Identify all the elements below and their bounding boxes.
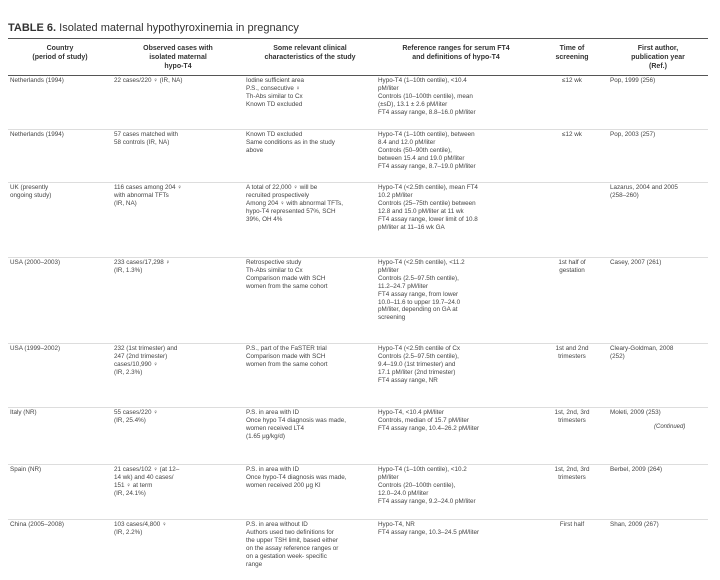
cell-first-author xyxy=(608,130,708,183)
cell-line: Shan, 2009 (267) xyxy=(610,521,659,529)
header-line: (period of study) xyxy=(32,53,88,61)
cell-time-of-screening xyxy=(536,344,608,408)
cell-line: between 15.4 and 19.0 pM/liter xyxy=(378,154,465,162)
cell-line: (IR, 2.3%) xyxy=(114,368,143,376)
cell-line: FT4 assay range, NR xyxy=(378,376,438,384)
header-line: Observed cases with xyxy=(143,45,213,52)
header-line: (Ref.) xyxy=(649,62,667,70)
cell-line: women from the same cohort xyxy=(246,282,328,290)
cell-line: the upper TSH limit, based either xyxy=(246,536,338,544)
cell-line: 12.0–24.0 pM/liter xyxy=(378,489,429,497)
cell-line: Hypo-T4 (<2.5th centile of Cx xyxy=(378,345,461,353)
continued-note: (Continued) xyxy=(654,424,686,430)
cell-line: 14 wk) and 40 cases/ xyxy=(114,474,174,482)
cell-line: FT4 assay range, lower limit of 10.8 xyxy=(378,215,478,223)
header-line: isolated maternal xyxy=(149,53,207,61)
cell-line: FT4 assay range, from lower xyxy=(378,290,459,298)
cell-line: trimesters xyxy=(558,353,586,361)
cell-line: Hypo-T4 (<2.5th centile), <11.2 xyxy=(378,259,465,267)
cell-line: (252) xyxy=(610,353,625,361)
cell-line: Pop, 2003 (257) xyxy=(610,131,656,139)
table-title-text: Isolated maternal hypothyroxinemia in pregnancy xyxy=(59,22,299,34)
cell-line: on a gestation week- specific xyxy=(246,552,327,560)
cell-line: pM/liter xyxy=(378,85,399,93)
cell-line: 39%, OH 4% xyxy=(246,215,283,223)
table-row xyxy=(8,183,708,258)
cell-clinical-characteristics xyxy=(244,344,376,408)
cell-line: Authors used two definitions for xyxy=(246,529,334,537)
cell-line: Controls (2.5–97.5th centile), xyxy=(378,353,459,361)
cell-line: 58 controls (IR, NA) xyxy=(114,139,170,147)
cell-first-author xyxy=(608,465,708,520)
cell-line: 1st, 2nd, 3rd xyxy=(554,466,590,474)
cell-line: First half xyxy=(559,521,585,529)
column-header-first-author xyxy=(608,44,708,76)
cell-line: Among 204 ♀ with abnormal TFTs, xyxy=(246,199,344,207)
cell-line: ≤12 wk xyxy=(562,77,582,85)
cell-line: China (2005–2008) xyxy=(10,521,64,529)
cell-line: FT4 assay range, 8.7–19.0 pM/liter xyxy=(378,162,476,170)
cell-line: P.S. in area without ID xyxy=(246,521,308,529)
cell-reference-ranges xyxy=(376,258,536,344)
cell-reference-ranges xyxy=(376,520,536,580)
cell-country xyxy=(8,465,112,520)
cell-time-of-screening xyxy=(536,183,608,258)
table-title xyxy=(8,22,299,34)
cell-reference-ranges xyxy=(376,408,536,465)
cell-line: 232 (1st trimester) and xyxy=(114,345,178,353)
cell-line: Retrospective study xyxy=(246,259,302,267)
cell-reference-ranges xyxy=(376,130,536,183)
cell-line: USA (2000–2003) xyxy=(10,259,61,267)
cell-line: 1st half of xyxy=(558,259,586,267)
table-row xyxy=(8,408,708,465)
cell-line: (IR, 1.3%) xyxy=(114,267,143,275)
cell-line: Same conditions as in the study xyxy=(246,139,335,147)
cell-line: FT4 assay range, 10.3–24.5 pM/liter xyxy=(378,529,480,537)
cell-line: Italy (NR) xyxy=(10,409,37,417)
header-line: publication year xyxy=(631,53,685,61)
cell-observed-cases xyxy=(112,76,244,130)
table-label: TABLE 6. xyxy=(8,22,57,34)
cell-line: trimesters xyxy=(558,474,586,482)
cell-country xyxy=(8,130,112,183)
table-row xyxy=(8,344,708,408)
cell-line: Controls (20–100th centile), xyxy=(378,481,456,489)
cell-line: pM/liter xyxy=(378,267,399,275)
cell-line: Hypo-T4 (1–10th centile), between xyxy=(378,131,475,139)
cell-reference-ranges xyxy=(376,183,536,258)
cell-reference-ranges xyxy=(376,465,536,520)
cell-observed-cases xyxy=(112,408,244,465)
cell-line: USA (1999–2002) xyxy=(10,345,61,353)
cell-line: 233 cases/17,298 ♀ xyxy=(114,259,171,267)
cell-line: Moleti, 2009 (253) xyxy=(610,409,661,417)
cell-clinical-characteristics xyxy=(244,130,376,183)
cell-line: ≤12 wk xyxy=(562,131,582,139)
cell-country xyxy=(8,76,112,130)
cell-line: P.S., consecutive ♀ xyxy=(246,85,301,93)
cell-line: recruited prospectively xyxy=(246,192,309,200)
header-line: Some relevant clinical xyxy=(273,45,347,52)
cell-observed-cases xyxy=(112,520,244,580)
cell-line: 1st and 2nd xyxy=(555,345,589,353)
cell-line: trimesters xyxy=(558,417,586,425)
table-row xyxy=(8,465,708,520)
cell-line: (1.65 μg/kg/d) xyxy=(246,432,285,440)
cell-line: (258–260) xyxy=(610,192,639,200)
cell-reference-ranges xyxy=(376,76,536,130)
cell-line: A total of 22,000 ♀ will be xyxy=(246,184,318,192)
cell-line: range xyxy=(246,560,263,568)
cell-line: P.S., part of the FaSTER trial xyxy=(246,345,327,353)
cell-reference-ranges xyxy=(376,344,536,408)
cell-line: Once hypo T4 diagnosis was made, xyxy=(246,417,346,425)
table-row xyxy=(8,130,708,183)
cell-clinical-characteristics xyxy=(244,408,376,465)
header-line: First author, xyxy=(637,45,679,52)
cell-line: FT4 assay range, 10.4–26.2 pM/liter xyxy=(378,424,480,432)
cell-line: screening xyxy=(378,314,406,322)
cell-line: pM/liter xyxy=(378,474,399,482)
cell-line: Controls (50–90th centile), xyxy=(378,146,452,154)
cell-line: 8.4 and 12.0 pM/liter xyxy=(378,139,436,147)
cell-clinical-characteristics xyxy=(244,183,376,258)
table-body xyxy=(8,76,708,580)
cell-line: ongoing study) xyxy=(10,192,52,200)
cell-line: Casey, 2007 (261) xyxy=(610,259,662,267)
cell-time-of-screening xyxy=(536,520,608,580)
cell-line: Once hypo-T4 diagnosis was made, xyxy=(246,474,347,482)
column-header-time-of-screening xyxy=(536,44,608,76)
cell-country xyxy=(8,344,112,408)
cell-line: 103 cases/4,800 ♀ xyxy=(114,521,167,529)
cell-line: Netherlands (1994) xyxy=(10,131,64,139)
cell-first-author xyxy=(608,258,708,344)
column-header-observed-cases xyxy=(112,44,244,76)
cell-line: Hypo-T4 (1–10th centile), <10.4 xyxy=(378,77,467,85)
header-line: Time of xyxy=(559,45,585,52)
cell-line: 116 cases among 204 ♀ xyxy=(114,184,182,192)
cell-observed-cases xyxy=(112,130,244,183)
header-line: and definitions of hypo-T4 xyxy=(412,53,500,61)
cell-line: 9.4–19.0 (1st trimester) and xyxy=(378,360,456,368)
cell-line: P.S. in area with ID xyxy=(246,466,300,474)
cell-observed-cases xyxy=(112,258,244,344)
cell-time-of-screening xyxy=(536,130,608,183)
cell-line: Hypo-T4 (1–10th centile), <10.2 xyxy=(378,466,467,474)
cell-line: Lazarus, 2004 and 2005 xyxy=(610,184,678,192)
cell-clinical-characteristics xyxy=(244,258,376,344)
cell-clinical-characteristics xyxy=(244,76,376,130)
cell-line: Comparison made with SCH xyxy=(246,353,326,361)
cell-line: 247 (2nd trimester) xyxy=(114,353,168,361)
top-rule xyxy=(8,38,708,39)
cell-time-of-screening xyxy=(536,408,608,465)
cell-line: Th-Abs similar to Cx xyxy=(246,267,303,275)
cell-line: Controls, median of 15.7 pM/liter xyxy=(378,417,469,425)
table-row xyxy=(8,520,708,580)
cell-line: 57 cases matched with xyxy=(114,131,179,139)
cell-clinical-characteristics xyxy=(244,520,376,580)
cell-line: women received 200 μg KI xyxy=(246,481,321,489)
cell-country xyxy=(8,258,112,344)
cell-line: Controls (2.5–97.5th centile), xyxy=(378,274,459,282)
header-line: Reference ranges for serum FT4 xyxy=(402,45,510,52)
cell-line: 151 ♀ at term xyxy=(114,481,153,489)
cell-line: Spain (NR) xyxy=(10,466,42,474)
cell-line: 22 cases/220 ♀ (IR, NA) xyxy=(114,77,183,85)
cell-time-of-screening xyxy=(536,258,608,344)
cell-line: Hypo-T4, NR xyxy=(378,521,415,529)
cell-line: P.S. in area with ID xyxy=(246,409,300,417)
cell-line: (IR, 24.1%) xyxy=(114,489,146,497)
header-line: characteristics of the study xyxy=(264,53,356,61)
cell-line: FT4 assay range, 8.8–16.0 pM/liter xyxy=(378,108,476,116)
cell-line: 12.8 and 15.0 pM/liter at 11 wk xyxy=(378,207,464,215)
cell-time-of-screening xyxy=(536,76,608,130)
cell-line: hypo-T4 represented 57%, SCH xyxy=(246,207,336,215)
cell-time-of-screening xyxy=(536,465,608,520)
cell-line: 1st, 2nd, 3rd xyxy=(554,409,590,417)
cell-first-author xyxy=(608,183,708,258)
data-table xyxy=(8,44,708,580)
cell-line: Controls (25–75th centile) between xyxy=(378,199,476,207)
cell-line: Hypo-T4, <10.4 pM/liter xyxy=(378,409,444,417)
header-line: Country xyxy=(46,45,74,52)
cell-country xyxy=(8,183,112,258)
cell-line: cases/10,990 ♀ xyxy=(114,360,158,368)
table-row xyxy=(8,76,708,130)
cell-line: Netherlands (1994) xyxy=(10,77,64,85)
cell-line: (IR, 25.4%) xyxy=(114,417,146,425)
cell-line: on the assay reference ranges or xyxy=(246,544,339,552)
cell-line: Berbel, 2009 (264) xyxy=(610,466,663,474)
cell-line: Hypo-T4 (<2.5th centile), mean FT4 xyxy=(378,184,478,192)
cell-line: 10.2 pM/liter xyxy=(378,192,413,200)
cell-first-author xyxy=(608,520,708,580)
header-line: hypo-T4 xyxy=(164,62,192,70)
header-line: screening xyxy=(555,53,589,61)
cell-line: women received LT4 xyxy=(246,424,304,432)
cell-first-author xyxy=(608,76,708,130)
cell-line: 11.2–24.7 pM/liter xyxy=(378,282,428,290)
cell-line: (IR, 2.2%) xyxy=(114,529,143,537)
cell-line: gestation xyxy=(559,267,585,275)
cell-line: Pop, 1999 (256) xyxy=(610,77,656,85)
cell-line: pM/liter at 11–16 wk GA xyxy=(378,223,445,231)
cell-line: Comparison made with SCH xyxy=(246,274,326,282)
cell-first-author xyxy=(608,344,708,408)
column-header-country xyxy=(8,44,112,76)
column-header-clinical-characteristics xyxy=(244,44,376,76)
cell-line: (±sD), 13.1 ± 2.6 pM/liter xyxy=(378,100,448,108)
cell-observed-cases xyxy=(112,465,244,520)
cell-line: with abnormal TFTs xyxy=(114,192,169,200)
cell-line: above xyxy=(246,146,264,154)
cell-line: Iodine sufficient area xyxy=(246,77,304,85)
cell-line: Known TD excluded xyxy=(246,100,303,108)
cell-line: (IR, NA) xyxy=(114,199,137,207)
cell-line: pM/liter, depending on GA at xyxy=(378,306,458,314)
cell-line: 17.1 pM/liter (2nd trimester) xyxy=(378,368,456,376)
cell-line: women from the same cohort xyxy=(246,360,328,368)
cell-observed-cases xyxy=(112,183,244,258)
cell-country xyxy=(8,520,112,580)
cell-line: 10.0–11.6 to upper 19.7–24.0 xyxy=(378,298,461,306)
cell-line: Cleary-Goldman, 2008 xyxy=(610,345,674,353)
cell-line: Controls (10–100th centile), mean xyxy=(378,92,473,100)
cell-first-author xyxy=(608,408,708,465)
table-row xyxy=(8,258,708,344)
cell-line: FT4 assay range, 9.2–24.0 pM/liter xyxy=(378,497,476,505)
column-header-reference-ranges xyxy=(376,44,536,76)
header-row xyxy=(8,44,708,76)
cell-line: 55 cases/220 ♀ xyxy=(114,409,158,417)
cell-clinical-characteristics xyxy=(244,465,376,520)
cell-line: 21 cases/102 ♀ (at 12– xyxy=(114,466,180,474)
cell-line: Th-Abs similar to Cx xyxy=(246,92,303,100)
cell-line: UK (presently xyxy=(10,184,49,192)
cell-observed-cases xyxy=(112,344,244,408)
cell-country xyxy=(8,408,112,465)
cell-line: Known TD excluded xyxy=(246,131,303,139)
